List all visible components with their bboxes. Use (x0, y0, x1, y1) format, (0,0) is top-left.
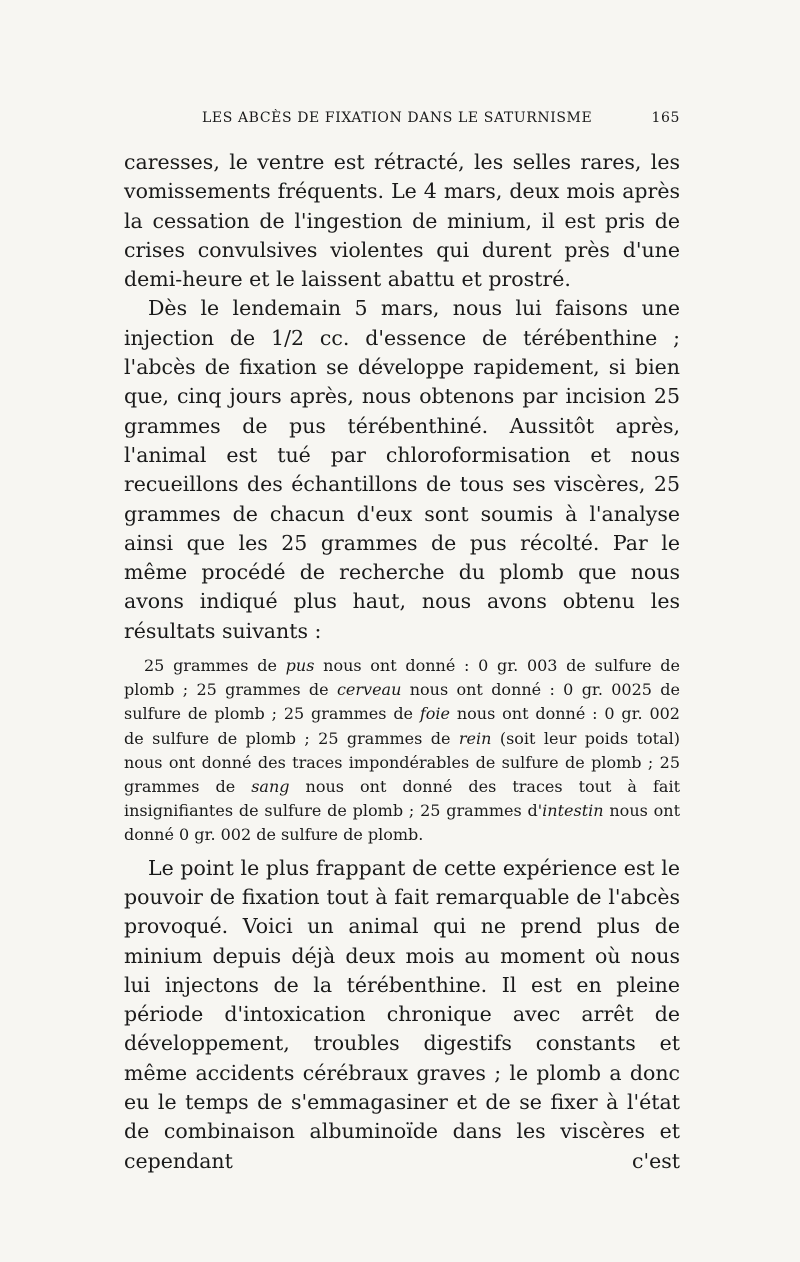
results-paragraph: 25 grammes de pus nous ont donné : 0 gr. 003 de sulfure de plomb ; 25 grammes de cerveau nous ont donné : 0 gr. 0025 de sulfure de plomb ; 25 grammes de foie nous ont donné : 0 gr. 002 de sulfure de plomb ; 25 grammes de rein (soit leur poids total) nous ont donné des traces impondérables de sulfure de plomb ; 25 grammes de sang nous ont donné des traces tout à fait insignifiantes de sulfure de plomb ; 25 grammes d'intestin nous ont donné 0 gr. 002 de sulfure de plomb. (124, 656, 681, 845)
paragraph-conclusion: Le point le plus frappant de cette expérience est le pouvoir de fixation tout à fait remarquable de l'abcès provoqué. Voici un animal qui ne prend plus de minium depuis déjà deux mois au moment où nous lui injectons de la térébenthine. Il est en pleine période d'intoxication chronique avec arrêt de développement, troubles digestifs constants et même accidents cérébraux graves ; le plomb a donc eu le temps de s'emmagasiner et de se fixer à l'état de combinaison albuminoïde dans les viscères et cependant c'est (124, 855, 680, 1173)
paragraph-continuation: caresses, le ventre est rétracté, les selles rares, les vomissements fréquents. Le 4 mars, deux mois après la cessation de l'ingestion de minium, il est pris de crises convulsives violentes qui durent près d'une demi-heure et le laissent abattu et prostré. (124, 150, 680, 292)
book-page (124, 110, 680, 1176)
paragraph-injection: Dès le lendemain 5 mars, nous lui faisons une injection de 1/2 cc. d'essence de térébenthine ; l'abcès de fixation se développe rapidement, si bien que, cinq jours après, nous obtenons par incision 25 grammes de pus térébenthiné. Aussitôt après, l'animal est tué par chloroformisation et nous recueillons des échantillons de tous ses viscères, 25 grammes de chacun d'eux sont soumis à l'analyse ainsi que les 25 grammes de pus récolté. Par le même procédé de recherche du plomb que nous avons indiqué plus haut, nous avons obtenu les résultats suivants : (124, 296, 680, 643)
page-number: 165 (651, 110, 680, 126)
running-title: LES ABCÈS DE FIXATION DANS LE SATURNISME (202, 110, 593, 126)
running-header (124, 110, 680, 140)
